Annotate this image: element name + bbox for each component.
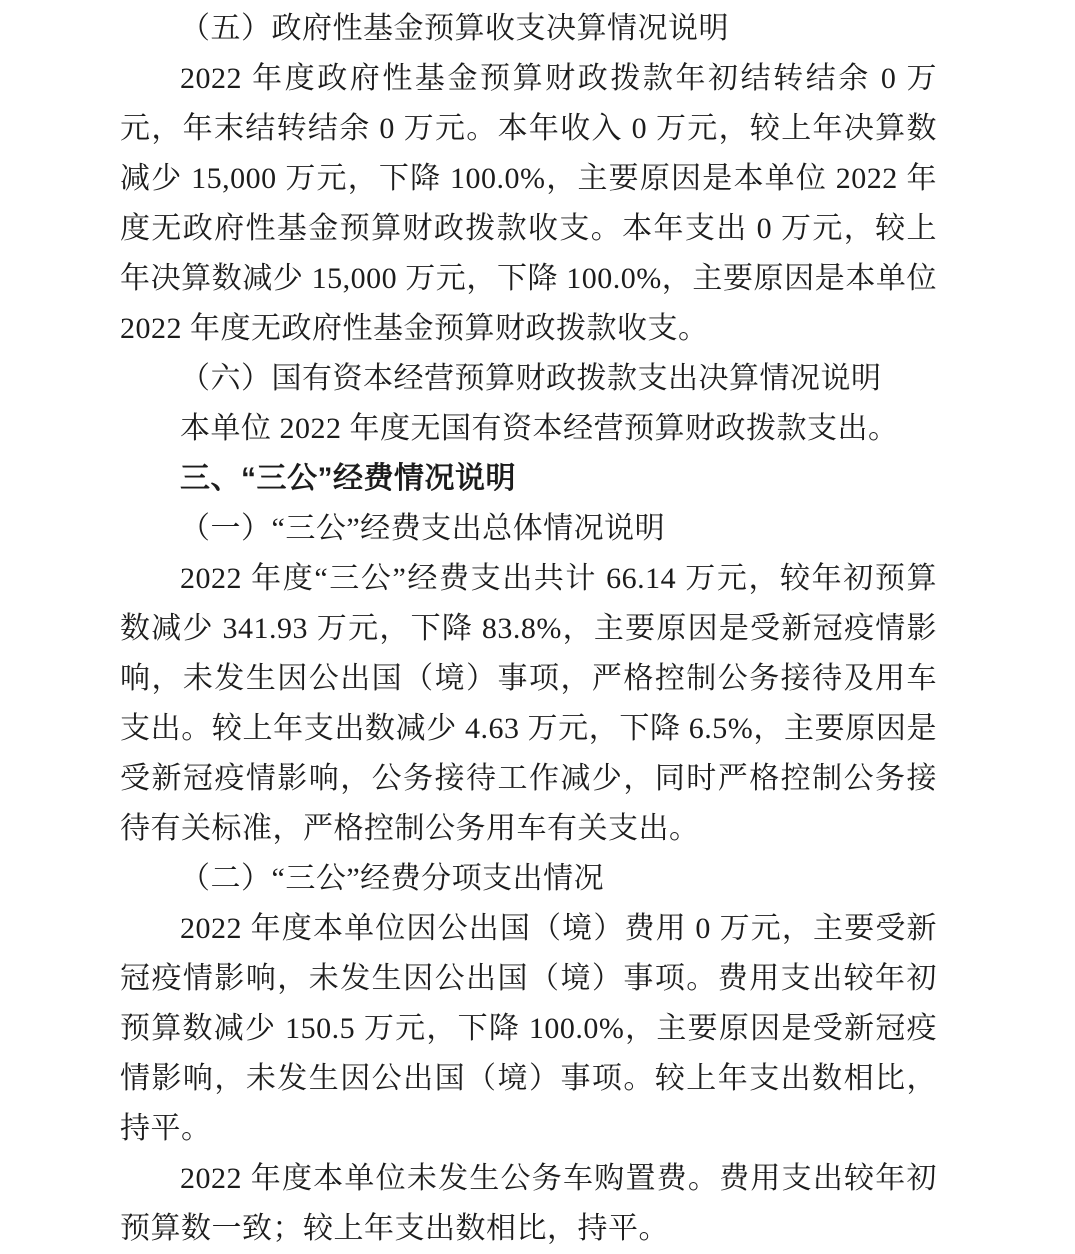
subsection-heading-6: （六）国有资本经营预算财政拨款支出决算情况说明: [180, 362, 882, 395]
subsection-heading-3-2: （二）“三公”经费分项支出情况: [180, 862, 605, 895]
paragraph-state-capital: 本单位 2022 年度无国有资本经营预算财政拨款支出。: [180, 412, 899, 445]
paragraph-vehicle-purchase: 2022 年度本单位未发生公务车购置费。费用支出较年初预算数一致；较上年支出数相比，持平。: [120, 1162, 937, 1245]
section-heading-3: 三、“三公”经费情况说明: [180, 462, 516, 495]
paragraph-three-public-overall: 2022 年度“三公”经费支出共计 66.14 万元，较年初预算数减少 341.93 万元，下降 83.8%，主要原因是受新冠疫情影响，未发生因公出国（境）事项，严格控制公务接待及用车支出。较上年支出数减少 4.63 万元，下降 6.5%，主要原因是受新冠疫情影响，公务接待工作减少，同时严格控制公务接待有关标准，严格控制公务用车有关支出。: [120, 562, 937, 845]
subsection-heading-5: （五）政府性基金预算收支决算情况说明: [180, 12, 729, 45]
paragraph-gov-fund: 2022 年度政府性基金预算财政拨款年初结转结余 0 万元，年末结转结余 0 万元。本年收入 0 万元，较上年决算数减少 15,000 万元，下降 100.0%，主要原因是本单位 2022 年度无政府性基金预算财政拨款收支。本年支出 0 万元，较上年决算数减少 15,000 万元，下降 100.0%，主要原因是本单位 2022 年度无政府性基金预算财政拨款收支。: [120, 62, 937, 345]
document-body: [120, 4, 937, 1254]
paragraph-abroad-expense: 2022 年度本单位因公出国（境）费用 0 万元，主要受新冠疫情影响，未发生因公出国（境）事项。费用支出较年初预算数减少 150.5 万元，下降 100.0%，主要原因是受新冠疫情影响，未发生因公出国（境）事项。较上年支出数相比，持平。: [120, 912, 937, 1145]
subsection-heading-3-1: （一）“三公”经费支出总体情况说明: [180, 512, 666, 545]
